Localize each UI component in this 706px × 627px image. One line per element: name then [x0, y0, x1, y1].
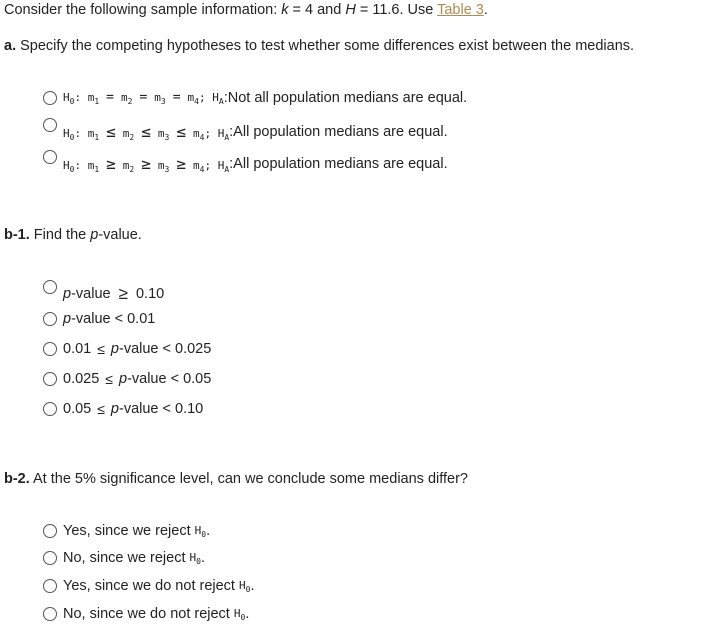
intro-line: Consider the following sample information: k = 4 and H = 11.6. Use Table 3. — [4, 2, 488, 18]
conclusion-option[interactable]: Yes, since we do not reject $H_0$ . — [43, 578, 254, 594]
conclusion-option[interactable]: No, since we reject $H_0$ . — [43, 550, 205, 566]
table-3-link[interactable]: Table 3 — [437, 2, 484, 18]
hypothesis-text: $H_0$: $m_1 \ge m_2 \ge m_3 \ge m_4$; $H_A$ — [63, 154, 230, 174]
conclusion-option[interactable]: No, since we do not reject $H_0$ . — [43, 606, 249, 622]
ha-text: All population medians are equal. — [233, 156, 448, 172]
conclusion-option[interactable]: Yes, since we reject $H_0$ . — [43, 523, 210, 539]
question-a: a. Specify the competing hypotheses to test whether some differences exist between the medians. — [4, 38, 635, 54]
ha-text: Not all population medians are equal. — [227, 90, 468, 106]
hypothesis-option[interactable]: $H_0$: $m_1 \le m_2 \le m_3 \le m_4$; $H_A$ : All population medians are equal. — [43, 122, 448, 142]
hypothesis-text: $H_0$: $m_1 = m_2 = m_3 = m_4$; $H_A$ — [63, 90, 224, 106]
hypothesis-option[interactable]: $H_0$: $m_1 \ge m_2 \ge m_3 \ge m_4$; $H_A$ : All population medians are equal. — [43, 154, 448, 174]
radio-button[interactable] — [43, 372, 57, 386]
radio-button[interactable] — [43, 607, 57, 621]
radio-button[interactable] — [43, 312, 57, 326]
radio-button[interactable] — [43, 150, 57, 164]
radio-button[interactable] — [43, 91, 57, 105]
ha-text: All population medians are equal. — [233, 124, 448, 140]
pvalue-option[interactable]: p -value < 0.01 — [43, 311, 155, 327]
radio-button[interactable] — [43, 118, 57, 132]
question-b2: b-2. At the 5% significance level, can we conclude some medians differ? — [4, 471, 468, 487]
radio-button[interactable] — [43, 342, 57, 356]
radio-button[interactable] — [43, 551, 57, 565]
question-b1: b-1. Find the p-value. — [4, 227, 142, 243]
radio-button[interactable] — [43, 579, 57, 593]
hypothesis-option[interactable]: $H_0$: $m_1 = m_2 = m_3 = m_4$; $H_A$ : Not all population medians are equal. — [43, 90, 467, 106]
pvalue-option[interactable]: 0.01 ≤ p -value < 0.025 — [43, 341, 211, 357]
hypothesis-text: $H_0$: $m_1 \le m_2 \le m_3 \le m_4$; $H_A$ — [63, 122, 230, 142]
radio-button[interactable] — [43, 402, 57, 416]
pvalue-option[interactable]: 0.025 ≤ p -value < 0.05 — [43, 371, 211, 387]
radio-button[interactable] — [43, 280, 57, 294]
pvalue-option[interactable]: 0.05 ≤ p -value < 0.10 — [43, 401, 203, 417]
pvalue-option[interactable]: p -value ≥ 0.10 — [43, 284, 164, 304]
radio-button[interactable] — [43, 524, 57, 538]
